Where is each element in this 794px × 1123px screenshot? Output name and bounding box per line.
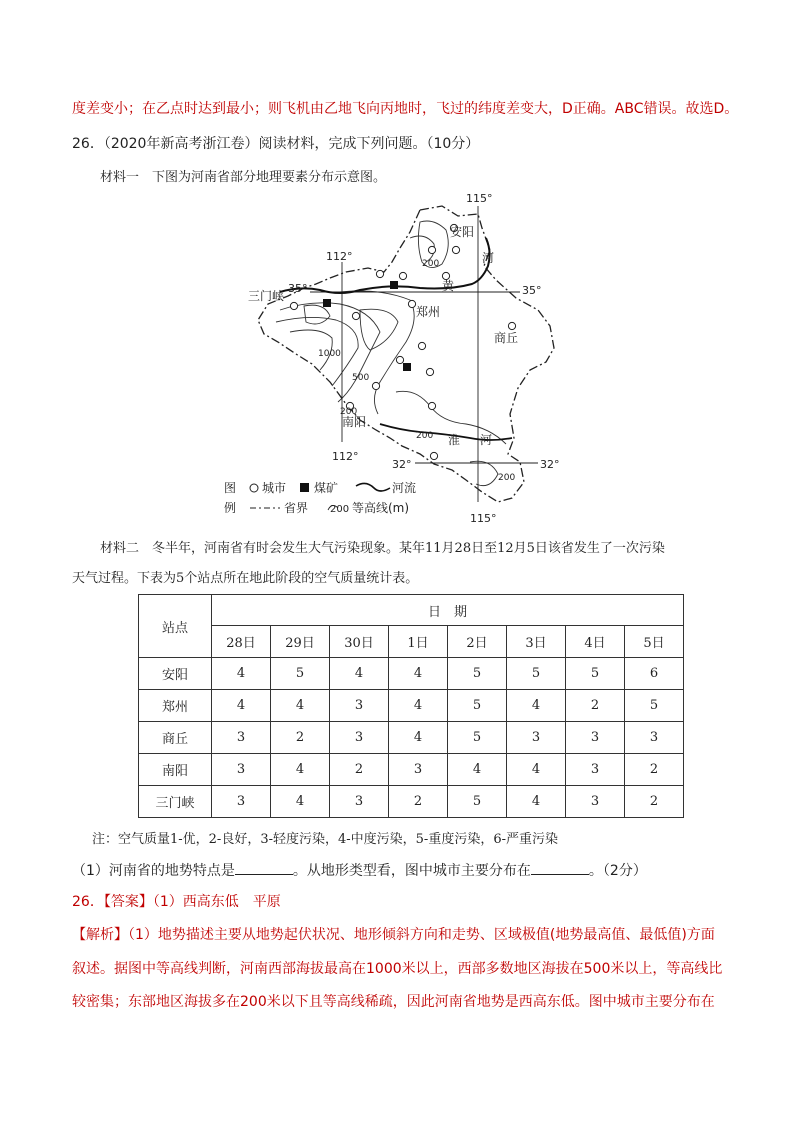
lon-115-top: 115° [466, 192, 493, 205]
legend-city: 城市 [262, 481, 287, 495]
lat-35-left: 35° [288, 282, 308, 295]
city-zhengzhou: 郑州 [416, 305, 441, 319]
aq-value: 3 [212, 786, 271, 818]
legend-contour-value: 200 [330, 504, 350, 515]
analysis-line-3: 较密集；东部地区海拔多在200米以下且等高线稀疏，因此河南省地势是西高东低。图中城市主要分布在 [72, 994, 715, 1010]
analysis-line-2: 叙述。据图中等高线判断，河南西部海拔最高在1000米以上，西部多数地区海拔在500米以上，等高线比 [72, 961, 723, 977]
site-name: 三门峡 [139, 786, 212, 818]
air-quality-table [138, 594, 684, 818]
site-name: 南阳 [139, 754, 212, 786]
aq-value: 4 [448, 754, 507, 786]
day-header: 28日 [212, 626, 271, 658]
aq-value: 4 [389, 658, 448, 690]
aq-value: 4 [507, 690, 566, 722]
answer-line [72, 891, 281, 911]
river-label-huang: 黄 [442, 279, 455, 293]
sub-question-text-b: 。从地形类型看，图中城市主要分布在 [292, 863, 531, 879]
aq-value: 4 [271, 690, 330, 722]
aq-value: 3 [330, 722, 389, 754]
aq-value: 2 [271, 722, 330, 754]
contour-label-200c: 200 [498, 473, 516, 483]
legend-li: 例 [224, 501, 237, 515]
aq-value: 3 [566, 786, 625, 818]
aq-value: 5 [448, 690, 507, 722]
aq-value: 5 [625, 690, 684, 722]
lon-112-bottom: 112° [332, 450, 359, 463]
aq-value: 3 [625, 722, 684, 754]
legend-coal: 煤矿 [314, 481, 339, 495]
table-row [139, 658, 684, 690]
aq-value: 2 [625, 786, 684, 818]
river-label-huai: 淮 [448, 433, 461, 447]
site-header: 站点 [139, 595, 212, 658]
aq-value: 4 [330, 658, 389, 690]
aq-value: 4 [389, 690, 448, 722]
material-1-caption: 材料一 下图为河南省部分地理要素分布示意图。 [100, 170, 387, 185]
aq-value: 3 [566, 754, 625, 786]
day-header: 2日 [448, 626, 507, 658]
aq-value: 5 [566, 658, 625, 690]
aq-value: 4 [271, 786, 330, 818]
aq-value: 2 [566, 690, 625, 722]
aq-value: 4 [212, 690, 271, 722]
table-note: 注：空气质量1-优，2-良好，3-轻度污染，4-中度污染，5-重度污染，6-严重污染 [92, 832, 558, 847]
table-row [139, 786, 684, 818]
aq-value: 2 [625, 754, 684, 786]
aq-value: 4 [389, 722, 448, 754]
analysis-label: 【解析】 [72, 927, 128, 943]
sub-question-1 [72, 860, 647, 880]
sub-question-text-c: 。（2分） [588, 863, 647, 879]
aq-value: 3 [212, 754, 271, 786]
material-2-line-2: 天气过程。下表为5个站点所在地此阶段的空气质量统计表。 [72, 571, 419, 586]
river-label-he-1: 河 [482, 251, 495, 265]
table-row [139, 722, 684, 754]
lat-32-right: 32° [540, 458, 560, 471]
answer-blank-1 [235, 862, 293, 875]
table-row [139, 754, 684, 786]
question-title: （2020年新高考浙江卷）阅读材料，完成下列问题。（10分） [103, 136, 480, 152]
table-row [139, 690, 684, 722]
day-header: 30日 [330, 626, 389, 658]
contour-label-500: 500 [352, 373, 370, 383]
aq-value: 5 [448, 722, 507, 754]
contour-label-200b: 200 [416, 431, 434, 441]
aq-value: 2 [389, 786, 448, 818]
day-header: 3日 [507, 626, 566, 658]
question-header [72, 133, 479, 153]
day-header: 5日 [625, 626, 684, 658]
city-sanmenxia: 三门峡 [248, 289, 285, 303]
lat-35-right: 35° [522, 284, 542, 297]
aq-value: 3 [330, 690, 389, 722]
yellow-river [280, 238, 490, 293]
site-name: 郑州 [139, 690, 212, 722]
aq-value: 3 [389, 754, 448, 786]
aq-value: 4 [271, 754, 330, 786]
legend-tu: 图 [224, 481, 237, 495]
aq-value: 5 [448, 658, 507, 690]
legend-river: 河流 [392, 481, 417, 495]
aq-value: 5 [448, 786, 507, 818]
aq-value: 5 [507, 658, 566, 690]
river-label-he-2: 河 [480, 433, 493, 447]
contour-label-200a: 200 [340, 407, 358, 417]
aq-value: 4 [212, 658, 271, 690]
question-number: 26． [72, 136, 104, 152]
site-name: 安阳 [139, 658, 212, 690]
aq-value: 5 [271, 658, 330, 690]
aq-value: 4 [507, 786, 566, 818]
day-header: 4日 [566, 626, 625, 658]
previous-answer-tail: 度差变小；在乙点时达到最小；则飞机由乙地飞向丙地时，飞过的纬度差变大，D正确。ABC错误。故选D。 [72, 101, 739, 117]
aq-value: 3 [212, 722, 271, 754]
contour-label-200d: 200 [422, 259, 440, 269]
answer-content: （1）西高东低 平原 [152, 894, 281, 910]
analysis-line-1 [72, 924, 715, 944]
lon-115-bottom: 115° [470, 512, 497, 525]
answer-blank-2 [531, 862, 589, 875]
lon-112-top: 112° [326, 250, 353, 263]
legend-contour: 等高线(m) [352, 501, 410, 515]
contour-label-1000: 1000 [318, 349, 341, 359]
sub-question-text-a: （1）河南省的地势特点是 [72, 863, 235, 879]
henan-map [220, 192, 580, 527]
date-header: 日 期 [212, 595, 684, 626]
day-header: 1日 [389, 626, 448, 658]
huai-river [380, 424, 512, 440]
aq-value: 3 [507, 722, 566, 754]
material-2-line-1: 材料二 冬半年，河南省有时会发生大气污染现象。某年11月28日至12月5日该省发生了一次污染 [100, 541, 665, 556]
city-nanyang: 南阳 [342, 415, 367, 429]
answer-label: 26．【答案】 [72, 894, 153, 910]
aq-value: 2 [330, 754, 389, 786]
analysis-text-1: （1）地势描述主要从地势起伏状况、地形倾斜方向和走势、区域极值(地势最高值、最低值)方面 [128, 927, 715, 943]
aq-value: 4 [507, 754, 566, 786]
day-header: 29日 [271, 626, 330, 658]
city-shangqiu: 商丘 [494, 331, 519, 345]
aq-value: 3 [566, 722, 625, 754]
aq-value: 3 [330, 786, 389, 818]
map-legend [224, 480, 416, 515]
aq-value: 6 [625, 658, 684, 690]
lat-32-left: 32° [392, 458, 412, 471]
legend-border: 省界 [284, 501, 309, 515]
site-name: 商丘 [139, 722, 212, 754]
city-anyang: 安阳 [450, 225, 475, 239]
